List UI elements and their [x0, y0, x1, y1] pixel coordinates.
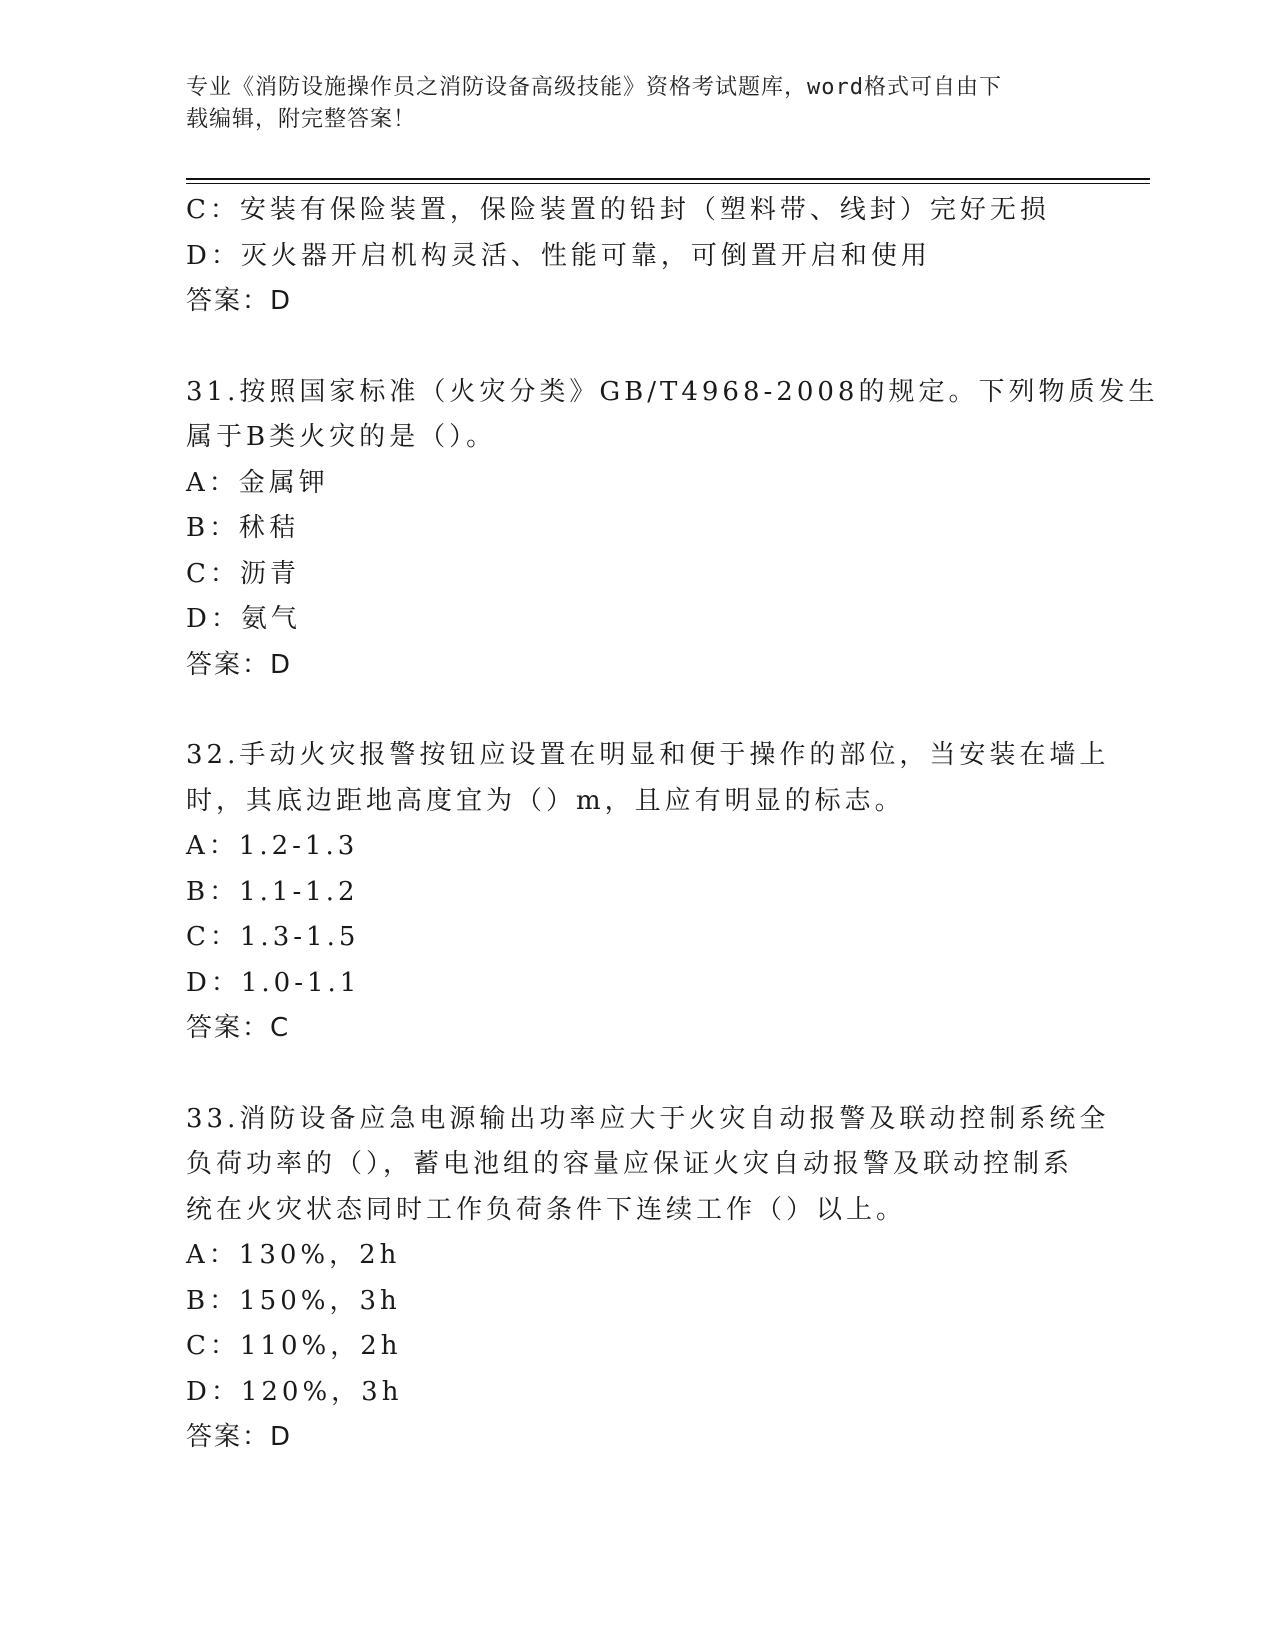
option-c: C：安装有保险装置，保险装置的铅封（塑料带、线封）完好无损	[186, 195, 1050, 225]
question-stem-line: 统在火灾状态同时工作负荷条件下连续工作（）以上。	[186, 1194, 907, 1225]
answer: 答案：D	[186, 286, 293, 316]
option-c: C：1.3-1.5	[186, 922, 360, 952]
document-body	[186, 188, 1159, 1461]
header-line-2: 载编辑，附完整答案！	[186, 107, 417, 132]
option-b: B：150%，3h	[186, 1285, 401, 1316]
question-previous	[186, 188, 1086, 325]
question-stem-line: 时，其底边距地高度宜为（）m，且应有明显的标志。	[186, 785, 905, 816]
option-a: A：金属钾	[186, 467, 329, 498]
header-divider-thick	[186, 178, 1150, 180]
question-31	[186, 370, 1159, 689]
question-stem-line: 31.按照国家标准（火灾分类》GB/T4968-2008的规定。下列物质发生	[186, 376, 1159, 407]
option-d: D：1.0-1.1	[186, 967, 361, 998]
option-c: C：沥青	[186, 558, 300, 589]
spacer	[186, 1052, 1086, 1097]
option-d: D：灭火器开启机构灵活、性能可靠，可倒置开启和使用	[186, 240, 931, 271]
spacer	[186, 325, 1086, 370]
question-stem-line: 33.消防设备应急电源输出功率应大于火灾自动报警及联动控制系统全	[186, 1103, 1110, 1134]
option-b: B：秫秸	[186, 513, 300, 543]
question-stem-line: 属于B类火灾的是（）。	[186, 422, 497, 452]
option-b: B：1.1-1.2	[186, 876, 359, 907]
spacer	[186, 688, 1086, 733]
question-stem-line: 32.手动火灾报警按钮应设置在明显和便于操作的部位，当安装在墙上	[186, 740, 1110, 770]
question-stem-line: 负荷功率的（），蓄电池组的容量应保证火灾自动报警及联动控制系	[186, 1149, 1074, 1179]
header-line-1: 专业《消防设施操作员之消防设备高级技能》资格考试题库，word格式可自由下	[186, 75, 1002, 100]
option-d: D：120%，3h	[186, 1376, 403, 1407]
answer: 答案：D	[186, 1422, 293, 1452]
option-c: C：110%，2h	[186, 1331, 402, 1361]
document-header	[186, 72, 1066, 136]
question-33	[186, 1097, 1110, 1461]
header-divider-thin	[186, 183, 1150, 184]
option-a: A：130%，2h	[186, 1240, 401, 1270]
option-a: A：1.2-1.3	[186, 831, 359, 861]
answer: 答案：C	[186, 1013, 291, 1043]
option-d: D：氨气	[186, 604, 301, 634]
answer: 答案：D	[186, 649, 293, 680]
question-32	[186, 733, 1110, 1052]
